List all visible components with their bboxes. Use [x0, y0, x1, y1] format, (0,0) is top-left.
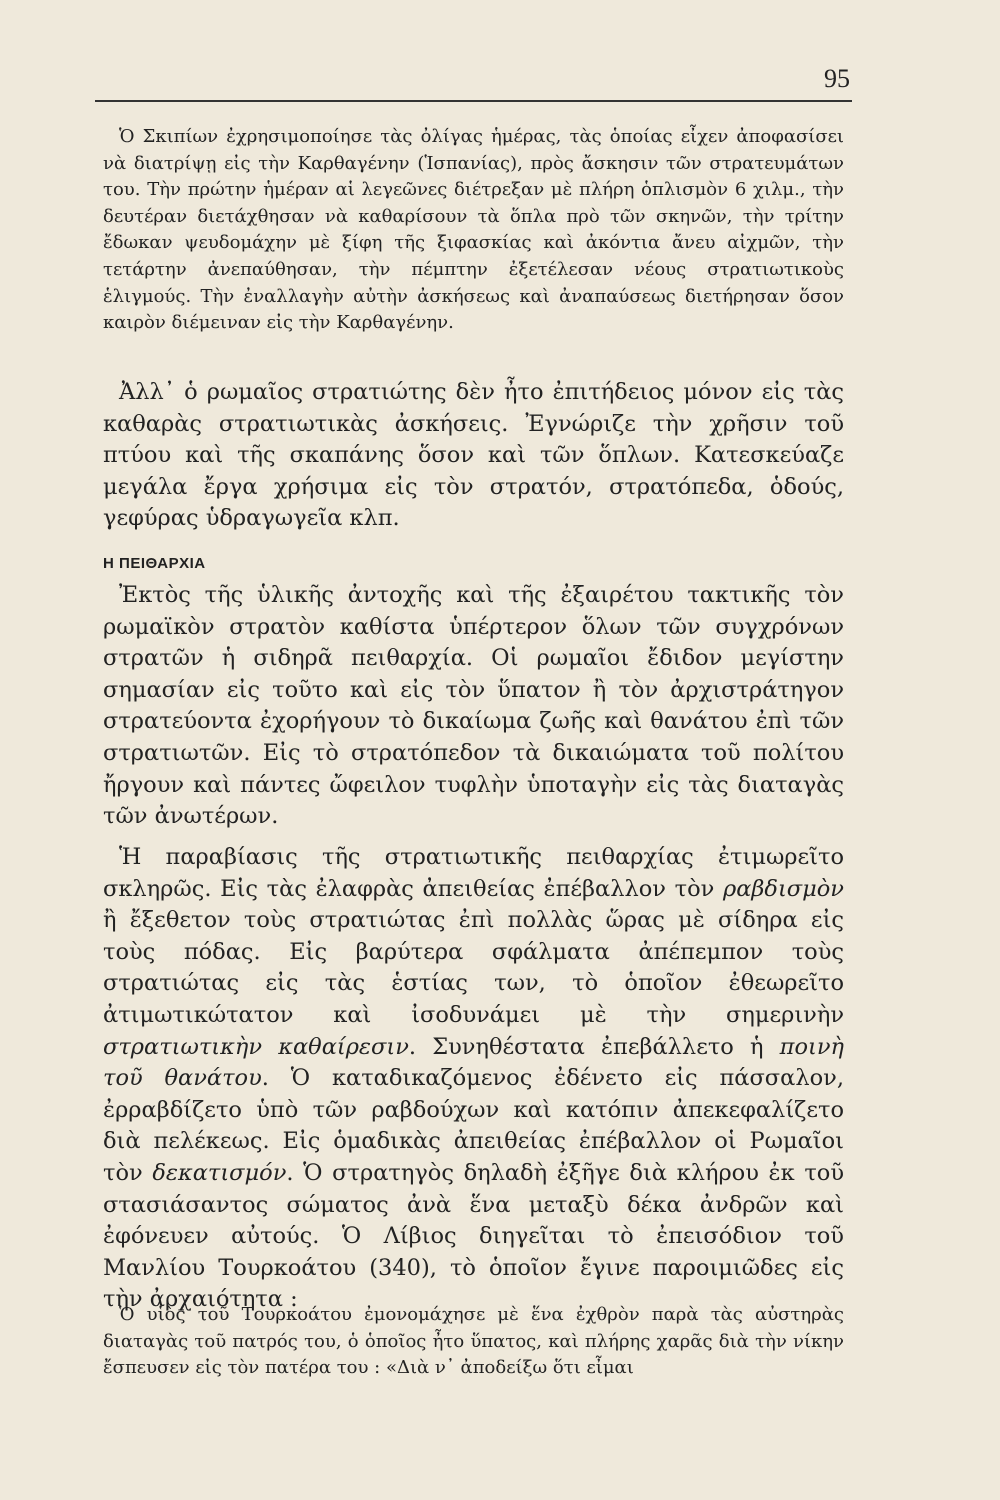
- text-segment: . Ὁ στρατηγὸς δηλαδὴ ἐξῆγε διὰ κλήρου ἐκ τοῦ στασιάσαντος σώματος ἀνὰ ἕνα μεταξὺ δέκα ἀνδρῶν καὶ ἐφόνευεν αὐτούς. Ὁ Λίβιος διηγεῖται τὸ ἐπεισόδιον τοῦ Μανλίου Τουρκοάτου (340), τὸ ὁποῖον ἔγινε παροιμιῶδες εἰς τὴν ἀρχαιότητα :: [103, 1159, 844, 1313]
- italic-term-discharge: στρατιωτικὴν καθαίρεσιν: [103, 1033, 409, 1060]
- paragraph-discipline-intro: Ἐκτὸς τῆς ὑλικῆς ἀντοχῆς καὶ τῆς ἐξαιρέτου τακτικῆς τὸν ρωμαϊκὸν στρατὸν καθίστα ὑπέρτερον ὅλων τῶν συγχρόνων στρατῶν ἡ σιδηρᾶ πειθαρχία. Οἱ ρωμαῖοι ἔδιδον μεγίστην σημασίαν εἰς τοῦτο καὶ εἰς τὸν ὕπατον ἢ τὸν ἀρχιστράτηγον στρατεύοντα ἐχορήγουν τὸ δικαίωμα ζωῆς καὶ θανάτου ἐπὶ τῶν στρατιωτῶν. Εἰς τὸ στρατόπεδον τὰ δικαιώματα τοῦ πολίτου ἤργουν καὶ πάντες ὤφειλον τυφλὴν ὑποταγὴν εἰς τὰς διαταγὰς τῶν ἀνωτέρων.: [103, 582, 844, 830]
- text-segment: Ἡ παραβίασις τῆς στρατιωτικῆς πειθαρχίας ἐτιμωρεῖτο σκληρῶς. Εἰς τὰς ἐλαφρὰς ἀπειθείας ἐπέβαλλον τὸν: [103, 844, 844, 902]
- paragraph-roman-soldier-works: Ἀλλ᾿ ὁ ρωμαῖος στρατιώτης δὲν ἦτο ἐπιτήδειος μόνον εἰς τὰς καθαρὰς στρατιωτικὰς ἀσκήσεις. Ἐγνώριζε τὴν χρῆσιν τοῦ πτύου καὶ τῆς σκαπάνης ὅσον καὶ τῶν ὅπλων. Κατεσκεύαζε μεγάλα ἔργα χρήσιμα εἰς τὸν στρατόν, στρατόπεδα, ὁδούς, γεφύρας ὑδραγωγεῖα κλπ.: [103, 379, 844, 532]
- text-segment: . Ὁ καταδικαζόμενος ἐδένετο εἰς πάσσαλον, ἐρραβδίζετο ὑπὸ τῶν ραβδούχων καὶ κατόπιν ἀπεκεφαλίζετο διὰ πελέκεως. Εἰς ὁμαδικὰς ἀπειθείας ἐπέβαλλον οἱ Ρωμαῖοι τὸν: [103, 1065, 845, 1186]
- paragraph-discipline-punishments: [103, 842, 844, 1316]
- page-number: 95: [824, 64, 850, 93]
- paragraph-scipio-training: Ὁ Σκιπίων ἐχρησιμοποίησε τὰς ὀλίγας ἡμέρας, τὰς ὁποίας εἶχεν ἀποφασίσει νὰ διατρίψῃ εἰς τὴν Καρθαγένην (Ἱσπανίας), πρὸς ἄσκησιν τῶν στρατευμάτων του. Τὴν πρώτην ἡμέραν αἱ λεγεῶνες διέτρεξαν μὲ πλήρη ὁπλισμὸν 6 χιλμ., τὴν δευτέραν διετάχθησαν νὰ καθαρίσουν τὰ ὅπλα πρὸ τῶν σκηνῶν, τὴν τρίτην ἔδωκαν ψευδομάχην μὲ ξίφη τῆς ξιφασκίας καὶ ἀκόντια ἄνευ αἰχμῶν, τὴν τετάρτην ἀνεπαύθησαν, τὴν πέμπτην ἐξετέλεσαν νέους στρατιωτικοὺς ἑλιγμούς. Τὴν ἐναλλαγὴν αὐτὴν ἀσκήσεως καὶ ἀναπαύσεως διετήρησαν ὅσον καιρὸν διέμειναν εἰς τὴν Καρθαγένην.: [103, 126, 844, 334]
- header-rule: [95, 100, 852, 102]
- italic-term-flogging: ραβδισμὸν: [722, 875, 844, 902]
- section-heading-discipline: Η ΠΕΙΘΑΡΧΙΑ: [103, 555, 206, 572]
- text-segment: . Συνηθέστατα ἐπεβάλλετο ἡ: [408, 1033, 780, 1060]
- italic-term-decimation: δεκατισμόν: [152, 1159, 287, 1186]
- italic-term-death-penalty: ποινὴ τοῦ θανάτου: [103, 1033, 844, 1092]
- text-segment: ἢ ἔξεθετον τοὺς στρατιώτας ἐπὶ πολλὰς ὥρας μὲ σίδηρα εἰς τοὺς πόδας. Εἰς βαρύτερα σφάλματα ἀπέπεμπον τοὺς στρατιώτας εἰς τὰς ἑστίας των, τὸ ὁποῖον ἐθεωρεῖτο ἀτιμωτικώτατον καὶ ἰσοδυνάμει μὲ τὴν σημερινὴν: [103, 907, 844, 1028]
- paragraph-torquatus-story: Ὁ υἱὸς τοῦ Τουρκοάτου ἐμονομάχησε μὲ ἕνα ἐχθρὸν παρὰ τὰς αὐστηρὰς διαταγὰς τοῦ πατρός του, ὁ ὁποῖος ἦτο ὕπατος, καὶ πλήρης χαρᾶς διὰ τὴν νίκην ἔσπευσεν εἰς τὸν πατέρα του : «Διὰ ν᾿ ἀποδείξω ὅτι εἶμαι: [103, 1304, 844, 1379]
